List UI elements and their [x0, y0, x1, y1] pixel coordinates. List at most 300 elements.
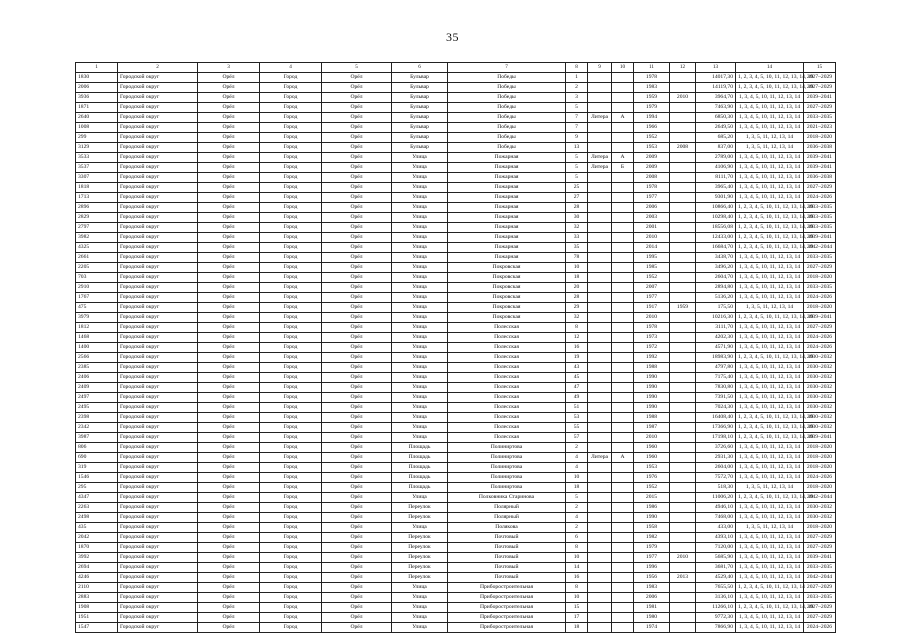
cell-total-area: 9301,90 [696, 193, 736, 203]
cell-building-letter: А [612, 453, 634, 463]
cell-street-name: Полесская [448, 383, 566, 393]
cell-street-name: Полесская [448, 403, 566, 413]
cell-build-year: 1959 [634, 93, 670, 103]
cell-work-types: 1, 3, 4, 5, 10, 11, 12, 13, 14 [736, 553, 804, 563]
cell-repair-period: 2033–2035 [804, 283, 836, 293]
cell-house-number: 13 [566, 143, 588, 153]
cell-street-name: Полиниртова [448, 453, 566, 463]
cell-repair-period: 2030–2032 [804, 423, 836, 433]
cell-settlement-name: Орёл [322, 213, 392, 223]
table-row [76, 383, 836, 393]
cell-municipality-type: Городской округ [118, 613, 198, 623]
cell-municipality-name: Орёл [198, 483, 260, 493]
cell-settlement-name: Орёл [322, 433, 392, 443]
cell-house-number: 53 [566, 413, 588, 423]
cell-repair-period: 2030–2032 [804, 363, 836, 373]
cell-total-area: 2604,00 [696, 463, 736, 473]
cell-object-id: 2110 [76, 583, 118, 593]
cell-total-area: 4393,10 [696, 533, 736, 543]
cell-work-types: 1, 3, 4, 5, 10, 11, 12, 13, 14 [736, 503, 804, 513]
cell-street-type: Улица [392, 173, 448, 183]
cell-street-type: Площадь [392, 483, 448, 493]
cell-street-name: Пожарная [448, 243, 566, 253]
cell-municipality-type: Городской округ [118, 173, 198, 183]
cell-total-area: 4106,90 [696, 163, 736, 173]
cell-building-letter [612, 543, 634, 553]
cell-street-name: Почтовый [448, 533, 566, 543]
cell-municipality-name: Орёл [198, 343, 260, 353]
cell-building-type [588, 473, 612, 483]
cell-street-type: Бульвар [392, 93, 448, 103]
cell-object-id: 1008 [76, 123, 118, 133]
cell-total-area: 4797,80 [696, 363, 736, 373]
cell-building-type [588, 503, 612, 513]
table-row [76, 113, 836, 123]
cell-house-number: 16 [566, 573, 588, 583]
cell-settlement-type: Город [260, 173, 322, 183]
cell-building-letter [612, 133, 634, 143]
cell-work-types: 1, 3, 4, 5, 10, 11, 12, 13, 14 [736, 513, 804, 523]
cell-reconstruction-year [670, 403, 696, 413]
cell-house-number: 8 [566, 323, 588, 333]
cell-reconstruction-year [670, 253, 696, 263]
cell-build-year: 1952 [634, 483, 670, 493]
cell-build-year: 2001 [634, 223, 670, 233]
column-header-6: 6 [392, 63, 448, 73]
cell-repair-period: 2030–2032 [804, 503, 836, 513]
cell-reconstruction-year [670, 83, 696, 93]
cell-building-letter [612, 463, 634, 473]
cell-total-area: 3496,20 [696, 263, 736, 273]
cell-settlement-type: Город [260, 583, 322, 593]
cell-reconstruction-year [670, 503, 696, 513]
cell-object-id: 2205 [76, 263, 118, 273]
cell-settlement-name: Орёл [322, 543, 392, 553]
cell-build-year: 1980 [634, 613, 670, 623]
cell-municipality-name: Орёл [198, 593, 260, 603]
cell-repair-period: 2030–2032 [804, 413, 836, 423]
cell-build-year: 1976 [634, 473, 670, 483]
cell-municipality-name: Орёл [198, 313, 260, 323]
cell-work-types: 1, 3, 4, 5, 10, 11, 12, 13, 14 [736, 113, 804, 123]
cell-municipality-name: Орёл [198, 353, 260, 363]
cell-municipality-name: Орёл [198, 153, 260, 163]
table-row [76, 123, 836, 133]
table-row [76, 533, 836, 543]
cell-repair-period: 2018–2020 [804, 523, 836, 533]
cell-work-types: 1, 3, 4, 5, 10, 11, 12, 13, 14 [736, 403, 804, 413]
cell-repair-period: 2039–2041 [804, 553, 836, 563]
cell-build-year: 1973 [634, 333, 670, 343]
cell-settlement-type: Город [260, 563, 322, 573]
cell-build-year: 1987 [634, 423, 670, 433]
cell-settlement-type: Город [260, 223, 322, 233]
cell-build-year: 1988 [634, 413, 670, 423]
cell-reconstruction-year [670, 173, 696, 183]
cell-municipality-type: Городской округ [118, 623, 198, 633]
cell-building-type [588, 93, 612, 103]
cell-work-types: 1, 2, 3, 4, 5, 10, 11, 12, 13, 14, 19 [736, 243, 804, 253]
cell-house-number: 2 [566, 443, 588, 453]
column-header-1: 1 [76, 63, 118, 73]
cell-house-number: 2 [566, 83, 588, 93]
cell-building-letter [612, 313, 634, 323]
cell-build-year: 1990 [634, 403, 670, 413]
table-row [76, 363, 836, 373]
cell-object-id: 3537 [76, 163, 118, 173]
cell-street-type: Улица [392, 373, 448, 383]
cell-total-area: 4529,40 [696, 573, 736, 583]
cell-municipality-name: Орёл [198, 103, 260, 113]
column-header-9: 9 [588, 63, 612, 73]
cell-reconstruction-year [670, 623, 696, 633]
cell-street-type: Бульвар [392, 133, 448, 143]
cell-house-number: 27 [566, 193, 588, 203]
cell-building-letter [612, 393, 634, 403]
cell-object-id: 4325 [76, 243, 118, 253]
cell-work-types: 1, 3, 4, 5, 10, 11, 12, 13, 14 [736, 363, 804, 373]
cell-reconstruction-year [670, 163, 696, 173]
cell-repair-period: 2030–2032 [804, 373, 836, 383]
cell-build-year: 1979 [634, 543, 670, 553]
cell-street-name: Пожарная [448, 233, 566, 243]
cell-building-type [588, 243, 612, 253]
cell-settlement-name: Орёл [322, 203, 392, 213]
cell-street-name: Полесская [448, 373, 566, 383]
cell-total-area: 7463,90 [696, 103, 736, 113]
cell-total-area: 7655,50 [696, 583, 736, 593]
cell-municipality-type: Городской округ [118, 583, 198, 593]
cell-reconstruction-year: 1959 [670, 303, 696, 313]
cell-building-letter [612, 613, 634, 623]
cell-work-types: 1, 3, 4, 5, 10, 11, 12, 13, 14 [736, 393, 804, 403]
cell-repair-period: 2030–2032 [804, 353, 836, 363]
table-row [76, 283, 836, 293]
cell-street-name: Полесская [448, 353, 566, 363]
cell-reconstruction-year [670, 203, 696, 213]
cell-reconstruction-year [670, 513, 696, 523]
cell-settlement-type: Город [260, 403, 322, 413]
cell-settlement-name: Орёл [322, 413, 392, 423]
cell-work-types: 1, 3, 4, 5, 10, 11, 12, 13, 14 [736, 153, 804, 163]
cell-building-type [588, 303, 612, 313]
cell-repair-period: 2024–2026 [804, 623, 836, 633]
cell-street-type: Улица [392, 203, 448, 213]
cell-settlement-name: Орёл [322, 133, 392, 143]
cell-street-type: Переулок [392, 503, 448, 513]
cell-build-year: 1956 [634, 573, 670, 583]
cell-building-letter [612, 573, 634, 583]
cell-settlement-type: Город [260, 333, 322, 343]
cell-settlement-name: Орёл [322, 473, 392, 483]
cell-object-id: 1870 [76, 543, 118, 553]
cell-build-year: 2009 [634, 153, 670, 163]
cell-total-area: 18556,08 [696, 223, 736, 233]
cell-building-type [588, 533, 612, 543]
cell-reconstruction-year: 2010 [670, 553, 696, 563]
page-number: 35 [446, 30, 459, 44]
cell-street-type: Улица [392, 423, 448, 433]
cell-work-types: 1, 3, 4, 5, 10, 11, 12, 13, 14 [736, 443, 804, 453]
cell-repair-period: 2030–2032 [804, 403, 836, 413]
cell-street-name: Приборостроительная [448, 603, 566, 613]
cell-reconstruction-year [670, 193, 696, 203]
cell-object-id: 2495 [76, 403, 118, 413]
cell-work-types: 1, 3, 4, 5, 10, 11, 12, 13, 14 [736, 323, 804, 333]
cell-settlement-type: Город [260, 423, 322, 433]
cell-street-name: Победы [448, 133, 566, 143]
cell-house-number: 5 [566, 163, 588, 173]
cell-street-type: Улица [392, 353, 448, 363]
cell-repair-period: 2042–2044 [804, 243, 836, 253]
cell-settlement-name: Орёл [322, 513, 392, 523]
column-header-11: 11 [634, 63, 670, 73]
cell-total-area: 2894,80 [696, 283, 736, 293]
cell-object-id: 2042 [76, 533, 118, 543]
cell-settlement-type: Город [260, 103, 322, 113]
cell-settlement-name: Орёл [322, 373, 392, 383]
cell-repair-period: 2018–2020 [804, 483, 836, 493]
cell-municipality-type: Городской округ [118, 133, 198, 143]
cell-repair-period: 2018–2020 [804, 133, 836, 143]
cell-street-name: Полиниртова [448, 463, 566, 473]
cell-house-number: 28 [566, 203, 588, 213]
cell-building-letter [612, 253, 634, 263]
cell-street-type: Улица [392, 233, 448, 243]
cell-street-name: Полесская [448, 393, 566, 403]
cell-settlement-type: Город [260, 453, 322, 463]
cell-repair-period: 2030–2032 [804, 393, 836, 403]
cell-work-types: 1, 2, 3, 4, 5, 10, 11, 12, 13, 14, 19 [736, 213, 804, 223]
cell-repair-period: 2027–2029 [804, 583, 836, 593]
cell-total-area: 3438,70 [696, 253, 736, 263]
cell-total-area: 6850,30 [696, 113, 736, 123]
cell-municipality-type: Городской округ [118, 393, 198, 403]
cell-object-id: 299 [76, 133, 118, 143]
cell-municipality-name: Орёл [198, 133, 260, 143]
cell-municipality-name: Орёл [198, 333, 260, 343]
cell-work-types: 1, 3, 4, 5, 10, 11, 12, 13, 14 [736, 373, 804, 383]
cell-building-letter [612, 373, 634, 383]
cell-settlement-name: Орёл [322, 343, 392, 353]
cell-repair-period: 2024–2026 [804, 293, 836, 303]
table-row [76, 143, 836, 153]
cell-reconstruction-year [670, 213, 696, 223]
cell-repair-period: 2033–2035 [804, 213, 836, 223]
cell-building-letter [612, 233, 634, 243]
table-row [76, 193, 836, 203]
column-header-5: 5 [322, 63, 392, 73]
cell-reconstruction-year: 2008 [670, 143, 696, 153]
cell-settlement-type: Город [260, 493, 322, 503]
cell-build-year: 1978 [634, 73, 670, 83]
cell-reconstruction-year [670, 423, 696, 433]
cell-municipality-name: Орёл [198, 603, 260, 613]
table-row [76, 133, 836, 143]
cell-work-types: 1, 3, 4, 5, 10, 11, 12, 13, 14 [736, 183, 804, 193]
cell-municipality-name: Орёл [198, 323, 260, 333]
cell-municipality-type: Городской округ [118, 163, 198, 173]
cell-building-letter: Б [612, 163, 634, 173]
table-row [76, 573, 836, 583]
cell-street-type: Переулок [392, 553, 448, 563]
cell-building-type [588, 343, 612, 353]
cell-house-number: 2 [566, 523, 588, 533]
cell-work-types: 1, 3, 4, 5, 10, 11, 12, 13, 14 [736, 593, 804, 603]
cell-work-types: 1, 3, 5, 11, 12, 13, 14 [736, 303, 804, 313]
cell-municipality-type: Городской округ [118, 513, 198, 523]
table-row [76, 323, 836, 333]
table-row [76, 443, 836, 453]
cell-street-name: Пожарная [448, 183, 566, 193]
cell-build-year: 1977 [634, 293, 670, 303]
cell-object-id: 1767 [76, 293, 118, 303]
table-row [76, 73, 836, 83]
cell-house-number: 9 [566, 133, 588, 143]
cell-municipality-name: Орёл [198, 213, 260, 223]
cell-reconstruction-year [670, 363, 696, 373]
cell-building-type [588, 273, 612, 283]
cell-house-number: 5 [566, 153, 588, 163]
cell-reconstruction-year [670, 283, 696, 293]
cell-build-year: 2006 [634, 593, 670, 603]
cell-municipality-name: Орёл [198, 453, 260, 463]
cell-municipality-name: Орёл [198, 93, 260, 103]
cell-municipality-type: Городской округ [118, 123, 198, 133]
cell-municipality-name: Орёл [198, 583, 260, 593]
cell-street-name: Приборостроительная [448, 623, 566, 633]
cell-work-types: 1, 3, 4, 5, 10, 11, 12, 13, 14 [736, 543, 804, 553]
cell-street-name: Победы [448, 83, 566, 93]
table-row [76, 213, 836, 223]
cell-municipality-type: Городской округ [118, 233, 198, 243]
cell-object-id: 3979 [76, 313, 118, 323]
cell-building-letter [612, 223, 634, 233]
cell-building-letter [612, 583, 634, 593]
cell-repair-period: 2024–2026 [804, 473, 836, 483]
cell-total-area: 10866,40 [696, 203, 736, 213]
cell-municipality-type: Городской округ [118, 603, 198, 613]
cell-build-year: 1983 [634, 583, 670, 593]
cell-house-number: 1 [566, 73, 588, 83]
table-row [76, 273, 836, 283]
cell-work-types: 1, 3, 5, 11, 12, 13, 14 [736, 523, 804, 533]
table-row [76, 313, 836, 323]
cell-settlement-type: Город [260, 83, 322, 93]
cell-municipality-name: Орёл [198, 143, 260, 153]
cell-total-area: 17198,10 [696, 433, 736, 443]
cell-street-type: Переулок [392, 513, 448, 523]
table-row [76, 403, 836, 413]
cell-work-types: 1, 2, 3, 4, 5, 10, 11, 12, 13, 14, 19 [736, 203, 804, 213]
cell-object-id: 1871 [76, 103, 118, 113]
cell-repair-period: 2036–2038 [804, 173, 836, 183]
cell-build-year: 1977 [634, 193, 670, 203]
cell-municipality-type: Городской округ [118, 533, 198, 543]
cell-building-letter [612, 533, 634, 543]
table-row [76, 153, 836, 163]
cell-work-types: 1, 3, 4, 5, 10, 11, 12, 13, 14 [736, 103, 804, 113]
cell-house-number: 8 [566, 543, 588, 553]
cell-total-area: 4946,10 [696, 503, 736, 513]
cell-house-number: 3 [566, 93, 588, 103]
cell-house-number: 15 [566, 603, 588, 613]
table-row [76, 563, 836, 573]
cell-building-type [588, 103, 612, 113]
cell-house-number: 35 [566, 243, 588, 253]
cell-build-year: 1990 [634, 513, 670, 523]
cell-repair-period: 2018–2020 [804, 303, 836, 313]
cell-settlement-name: Орёл [322, 303, 392, 313]
cell-municipality-type: Городской округ [118, 213, 198, 223]
cell-object-id: 2694 [76, 563, 118, 573]
cell-object-id: 2661 [76, 253, 118, 263]
cell-building-type [588, 623, 612, 633]
cell-repair-period: 2039–2041 [804, 433, 836, 443]
cell-total-area: 8111,70 [696, 173, 736, 183]
cell-object-id: 3987 [76, 433, 118, 443]
cell-building-type [588, 123, 612, 133]
cell-settlement-type: Город [260, 573, 322, 583]
cell-work-types: 1, 3, 5, 11, 12, 13, 14 [736, 143, 804, 153]
cell-street-type: Улица [392, 413, 448, 423]
cell-reconstruction-year [670, 373, 696, 383]
cell-building-letter [612, 263, 634, 273]
cell-building-type [588, 433, 612, 443]
table-row [76, 263, 836, 273]
cell-street-name: Полесская [448, 363, 566, 373]
table-row [76, 523, 836, 533]
cell-total-area: 3136,10 [696, 593, 736, 603]
cell-work-types: 1, 2, 3, 4, 5, 10, 11, 12, 13, 14 [736, 583, 804, 593]
cell-street-name: Полесская [448, 423, 566, 433]
cell-build-year: 1958 [634, 523, 670, 533]
cell-house-number: 8 [566, 583, 588, 593]
cell-street-name: Пожарная [448, 203, 566, 213]
cell-house-number: 30 [566, 213, 588, 223]
cell-object-id: 4246 [76, 573, 118, 583]
cell-settlement-type: Город [260, 133, 322, 143]
cell-reconstruction-year [670, 183, 696, 193]
cell-building-letter [612, 433, 634, 443]
column-header-7: 7 [448, 63, 566, 73]
cell-repair-period: 2042–2044 [804, 493, 836, 503]
cell-street-name: Полесская [448, 323, 566, 333]
cell-street-type: Улица [392, 273, 448, 283]
cell-settlement-type: Город [260, 163, 322, 173]
cell-work-types: 1, 3, 4, 5, 10, 11, 12, 13, 14 [736, 273, 804, 283]
cell-work-types: 1, 3, 4, 5, 10, 11, 12, 13, 14 [736, 573, 804, 583]
cell-build-year: 1990 [634, 383, 670, 393]
cell-object-id: 2797 [76, 223, 118, 233]
cell-street-name: Пожарная [448, 163, 566, 173]
cell-street-name: Полярный [448, 513, 566, 523]
cell-total-area: 16408,40 [696, 413, 736, 423]
cell-total-area: 11006,20 [696, 493, 736, 503]
cell-reconstruction-year [670, 73, 696, 83]
cell-building-type [588, 293, 612, 303]
cell-street-type: Улица [392, 283, 448, 293]
cell-municipality-name: Орёл [198, 113, 260, 123]
cell-reconstruction-year [670, 533, 696, 543]
column-header-12: 12 [670, 63, 696, 73]
cell-building-type [588, 413, 612, 423]
cell-object-id: 319 [76, 463, 118, 473]
cell-repair-period: 2033–2035 [804, 563, 836, 573]
cell-street-type: Улица [392, 193, 448, 203]
cell-municipality-type: Городской округ [118, 473, 198, 483]
cell-settlement-name: Орёл [322, 263, 392, 273]
